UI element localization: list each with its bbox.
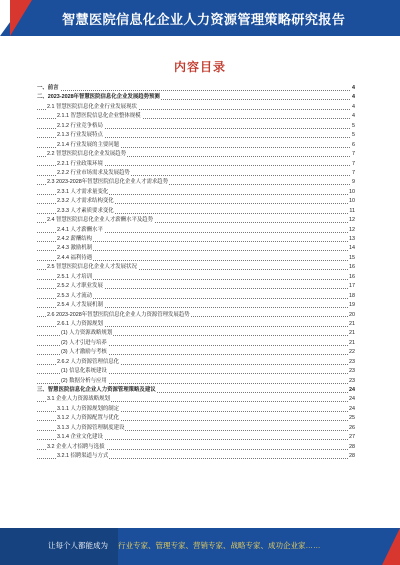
toc-entry[interactable] bbox=[37, 112, 355, 121]
toc-entry-text: 3.2 企业人才招聘与选拔 bbox=[47, 443, 105, 450]
toc-entry[interactable] bbox=[37, 273, 355, 282]
toc-entry-text: 3.1.2 人力资源配置与优化 bbox=[57, 415, 120, 422]
toc-entry[interactable] bbox=[37, 141, 355, 150]
toc-entry[interactable] bbox=[37, 207, 355, 216]
toc-entry-text: 2.5.2 人才职业发展 bbox=[57, 283, 103, 290]
toc-entry-text: 3.1.1 人力资源规划的制定 bbox=[57, 405, 120, 412]
toc-page-number: 23 bbox=[348, 377, 355, 386]
toc-entry[interactable] bbox=[37, 160, 355, 169]
toc-page-number: 12 bbox=[348, 216, 355, 225]
toc-entry-text: 3.1 企业人力资源战略规划 bbox=[47, 396, 110, 403]
toc-entry[interactable] bbox=[37, 282, 355, 291]
toc-page-number: 21 bbox=[348, 329, 355, 338]
toc-entry[interactable] bbox=[37, 414, 355, 423]
toc-entry[interactable] bbox=[37, 150, 355, 159]
toc-entry[interactable] bbox=[37, 301, 355, 310]
toc-entry[interactable] bbox=[37, 348, 355, 357]
toc-entry[interactable] bbox=[37, 197, 355, 206]
toc-entry[interactable] bbox=[37, 358, 355, 367]
table-of-contents bbox=[37, 84, 355, 462]
toc-page-number: 10 bbox=[348, 188, 355, 197]
page-footer bbox=[0, 528, 400, 565]
toc-page-number: 16 bbox=[348, 273, 355, 282]
toc-entry-text: 3.2.1 招聘渠道与方式 bbox=[57, 453, 109, 460]
toc-entry-text: 2.3 2023-2028年智慧医院信息化企业人才需求趋势 bbox=[47, 179, 169, 186]
toc-entry[interactable] bbox=[37, 386, 355, 395]
toc-entry[interactable] bbox=[37, 339, 355, 348]
toc-page-number: 24 bbox=[348, 386, 355, 395]
toc-page-number: 22 bbox=[348, 348, 355, 357]
toc-entry-text: 2.3.2 人才需求结构变化 bbox=[57, 198, 114, 205]
toc-entry[interactable] bbox=[37, 292, 355, 301]
toc-entry[interactable] bbox=[37, 329, 355, 338]
toc-page-number: 19 bbox=[348, 301, 355, 310]
toc-page-number: 27 bbox=[348, 433, 355, 442]
footer-red-accent bbox=[382, 528, 400, 565]
toc-entry[interactable] bbox=[37, 122, 355, 131]
toc-page-number: 4 bbox=[351, 93, 355, 102]
toc-entry[interactable] bbox=[37, 433, 355, 442]
toc-page-number: 9 bbox=[351, 178, 355, 187]
toc-page-number: 13 bbox=[348, 235, 355, 244]
toc-page-number: 15 bbox=[348, 254, 355, 263]
toc-entry-text: 2.4.1 人才薪酬水平 bbox=[57, 226, 103, 233]
toc-entry-text: 2.2 智慧医院信息化企业发展趋势 bbox=[47, 151, 127, 158]
footer-tagline: 行业专家、管理专家、营销专家、战略专家、成功企业家…… bbox=[118, 541, 321, 550]
toc-entry[interactable] bbox=[37, 244, 355, 253]
toc-entry[interactable] bbox=[37, 367, 355, 376]
toc-page-number: 7 bbox=[351, 160, 355, 169]
toc-entry[interactable] bbox=[37, 93, 355, 102]
toc-page-number: 21 bbox=[348, 339, 355, 348]
toc-entry[interactable] bbox=[37, 216, 355, 225]
toc-entry[interactable] bbox=[37, 103, 355, 112]
toc-page-number: 23 bbox=[348, 358, 355, 367]
toc-page-number: 28 bbox=[348, 452, 355, 461]
toc-page-number: 5 bbox=[351, 122, 355, 131]
toc-page-number: 14 bbox=[348, 244, 355, 253]
toc-page-number: 18 bbox=[348, 292, 355, 301]
toc-page-number: 10 bbox=[348, 197, 355, 206]
toc-page-number: 16 bbox=[348, 263, 355, 272]
toc-entry[interactable] bbox=[37, 452, 355, 461]
toc-entry[interactable] bbox=[37, 377, 355, 386]
toc-page-number: 4 bbox=[351, 84, 355, 93]
toc-entry[interactable] bbox=[37, 254, 355, 263]
toc-entry[interactable] bbox=[37, 320, 355, 329]
toc-entry[interactable] bbox=[37, 405, 355, 414]
toc-entry-text: 2.1.4 行业发展的主要问题 bbox=[57, 141, 120, 148]
toc-entry-text: 2.2.1 行业政策环境 bbox=[57, 160, 103, 167]
toc-entry[interactable] bbox=[37, 263, 355, 272]
toc-page-number: 26 bbox=[348, 424, 355, 433]
toc-entry[interactable] bbox=[37, 131, 355, 140]
toc-page-number: 4 bbox=[351, 112, 355, 121]
toc-page-number: 7 bbox=[351, 150, 355, 159]
toc-entry-text: 3.1.3 人力资源管理制度建设 bbox=[57, 424, 125, 431]
toc-entry-text: 2.6.1 人力资源规划 bbox=[57, 320, 103, 327]
toc-page-number: 24 bbox=[348, 395, 355, 404]
toc-entry-text: 2.1.3 行业发展特点 bbox=[57, 132, 103, 139]
toc-heading: 内容目录 bbox=[173, 60, 226, 74]
header-red-accent bbox=[10, 0, 32, 36]
toc-entry[interactable] bbox=[37, 84, 355, 93]
toc-page-number: 12 bbox=[348, 226, 355, 235]
toc-entry-text: 3.1.4 企业文化建设 bbox=[57, 434, 103, 441]
report-title: 智慧医院信息化企业人力资源管理策略研究报告 bbox=[62, 12, 346, 27]
toc-page-number: 17 bbox=[348, 282, 355, 291]
toc-entry[interactable] bbox=[37, 395, 355, 404]
toc-entry-text: 2.4.4 福利待遇 bbox=[57, 254, 93, 261]
toc-entry-text: 2.6.2 人力资源管理信息化 bbox=[57, 358, 120, 365]
toc-entry-text: 2.4.3 激励机制 bbox=[57, 245, 93, 252]
footer-slogan: 让每个人都能成为 bbox=[48, 541, 108, 550]
toc-entry-text: 2.5.1 人才培训 bbox=[57, 273, 93, 280]
toc-entry-text: 2.4.2 薪酬结构 bbox=[57, 236, 93, 242]
toc-entry[interactable] bbox=[37, 443, 355, 452]
toc-entry-text: 2.5 智慧医院信息化企业人才发展状况 bbox=[47, 264, 137, 271]
toc-page-number: 21 bbox=[348, 320, 355, 329]
toc-entry-text: 2.5.4 人才发展机制 bbox=[57, 302, 103, 309]
toc-page-number: 23 bbox=[348, 367, 355, 376]
toc-entry[interactable] bbox=[37, 424, 355, 433]
toc-entry-text: 2.6 2023-2028年智慧医院信息化企业人力资源管理发展趋势 bbox=[47, 311, 190, 318]
page-header bbox=[0, 0, 400, 36]
toc-entry-text: 三、智慧医院信息化企业人力资源管理策略及建议 bbox=[37, 387, 156, 393]
toc-page-number: 5 bbox=[351, 131, 355, 140]
toc-entry-text: (2) 人才引进与培养 bbox=[61, 339, 107, 346]
toc-page-number: 4 bbox=[351, 103, 355, 112]
toc-entry-text: 2.2.2 行业市场需求及发展趋势 bbox=[57, 169, 130, 176]
toc-entry[interactable] bbox=[37, 188, 355, 197]
toc-entry[interactable] bbox=[37, 235, 355, 244]
toc-entry-text: 2.1 智慧医院信息化企业行业发展现状 bbox=[47, 103, 137, 110]
toc-entry-text: 2.3.3 人才素质要求变化 bbox=[57, 207, 114, 214]
toc-entry-text: 一、前言 bbox=[37, 85, 59, 91]
toc-page-number: 28 bbox=[348, 443, 355, 452]
toc-entry-text: 2.1.2 行业竞争格局 bbox=[57, 122, 103, 129]
toc-page-number: 11 bbox=[348, 207, 355, 216]
toc-entry[interactable] bbox=[37, 169, 355, 178]
toc-page-number: 20 bbox=[348, 311, 355, 320]
toc-page-number: 6 bbox=[351, 141, 355, 150]
toc-entry[interactable] bbox=[37, 226, 355, 235]
toc-entry-text: 二、2023-2028年智慧医院信息化企业发展趋势预测 bbox=[37, 94, 160, 101]
toc-entry-text: (3) 人才激励与考核 bbox=[61, 349, 107, 356]
toc-entry-text: 2.4 智慧医院信息化企业人才薪酬水平及趋势 bbox=[47, 217, 154, 224]
toc-page-number: 25 bbox=[348, 414, 355, 423]
toc-entry-text: 2.3.1 人才需求量变化 bbox=[57, 188, 109, 195]
toc-entry-text: 2.1.1 智慧医院信息化企业整体规模 bbox=[57, 113, 141, 120]
toc-page-number: 24 bbox=[348, 405, 355, 414]
toc-leader-dots bbox=[37, 90, 350, 91]
toc-entry-text: (1) 信息化系统建设 bbox=[61, 368, 107, 375]
toc-entry-text: (1) 人力资源战略规划 bbox=[61, 330, 113, 337]
toc-entry-text: (2) 数据分析与应用 bbox=[61, 377, 107, 384]
toc-page-number: 7 bbox=[351, 169, 355, 178]
toc-entry-text: 2.5.3 人才流动 bbox=[57, 292, 93, 299]
toc-entry[interactable] bbox=[37, 311, 355, 320]
toc-entry[interactable] bbox=[37, 178, 355, 187]
